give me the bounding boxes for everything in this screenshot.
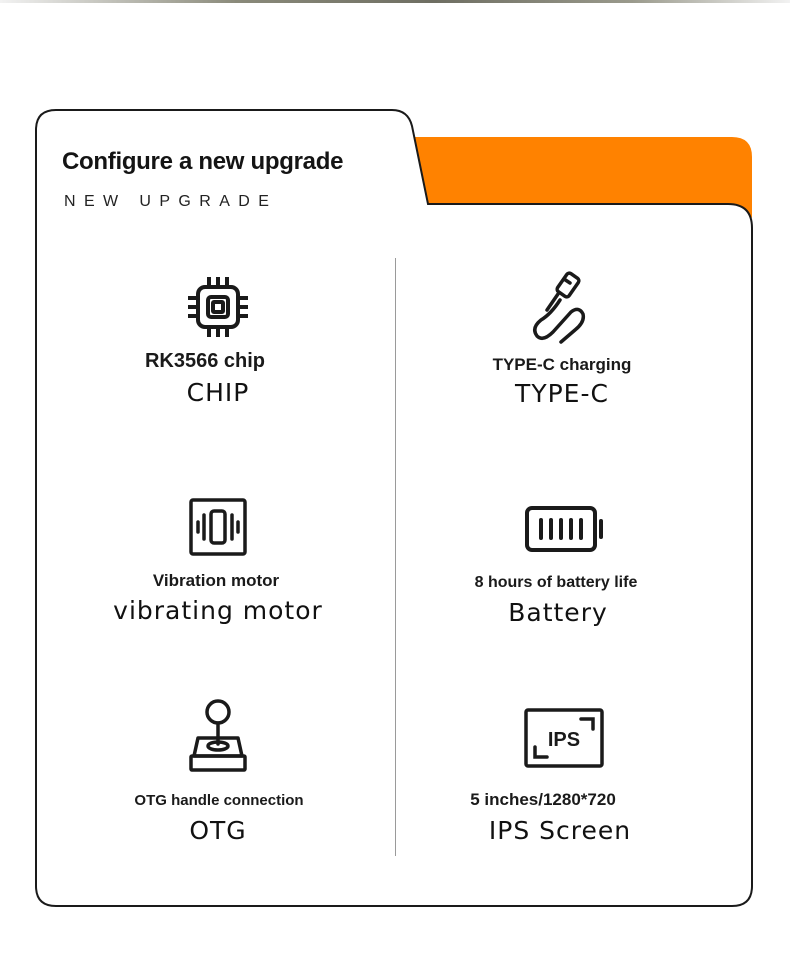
page-subtitle: NEW UPGRADE — [64, 193, 278, 210]
ips-screen-icon — [434, 708, 694, 768]
feature-typec-label: TYPE-C — [515, 379, 609, 408]
feature-battery-caption: 8 hours of battery life — [474, 574, 638, 591]
feature-typec-caption: TYPE-C charging — [492, 355, 632, 374]
feature-ips-label: IPS Screen — [488, 816, 632, 845]
battery-icon — [435, 505, 695, 553]
feature-otg-caption: OTG handle connection — [134, 792, 304, 809]
feature-ips-caption: 5 inches/1280*720 — [470, 790, 616, 809]
chip-icon — [88, 274, 348, 340]
column-divider — [395, 258, 396, 856]
page-title: Configure a new upgrade — [62, 148, 344, 175]
feature-chip-caption: RK3566 chip — [144, 350, 266, 372]
feature-otg-label: OTG — [189, 816, 247, 845]
vibration-icon — [88, 498, 348, 556]
usb-cable-icon — [432, 270, 692, 344]
feature-chip-label: CHIP — [186, 378, 250, 407]
ips-icon-text: IPS — [547, 729, 581, 751]
feature-vibration-label: vibrating motor — [113, 596, 323, 625]
feature-battery-label: Battery — [508, 598, 608, 627]
feature-vibration-caption: Vibration motor — [152, 571, 280, 590]
joystick-icon — [88, 698, 348, 774]
